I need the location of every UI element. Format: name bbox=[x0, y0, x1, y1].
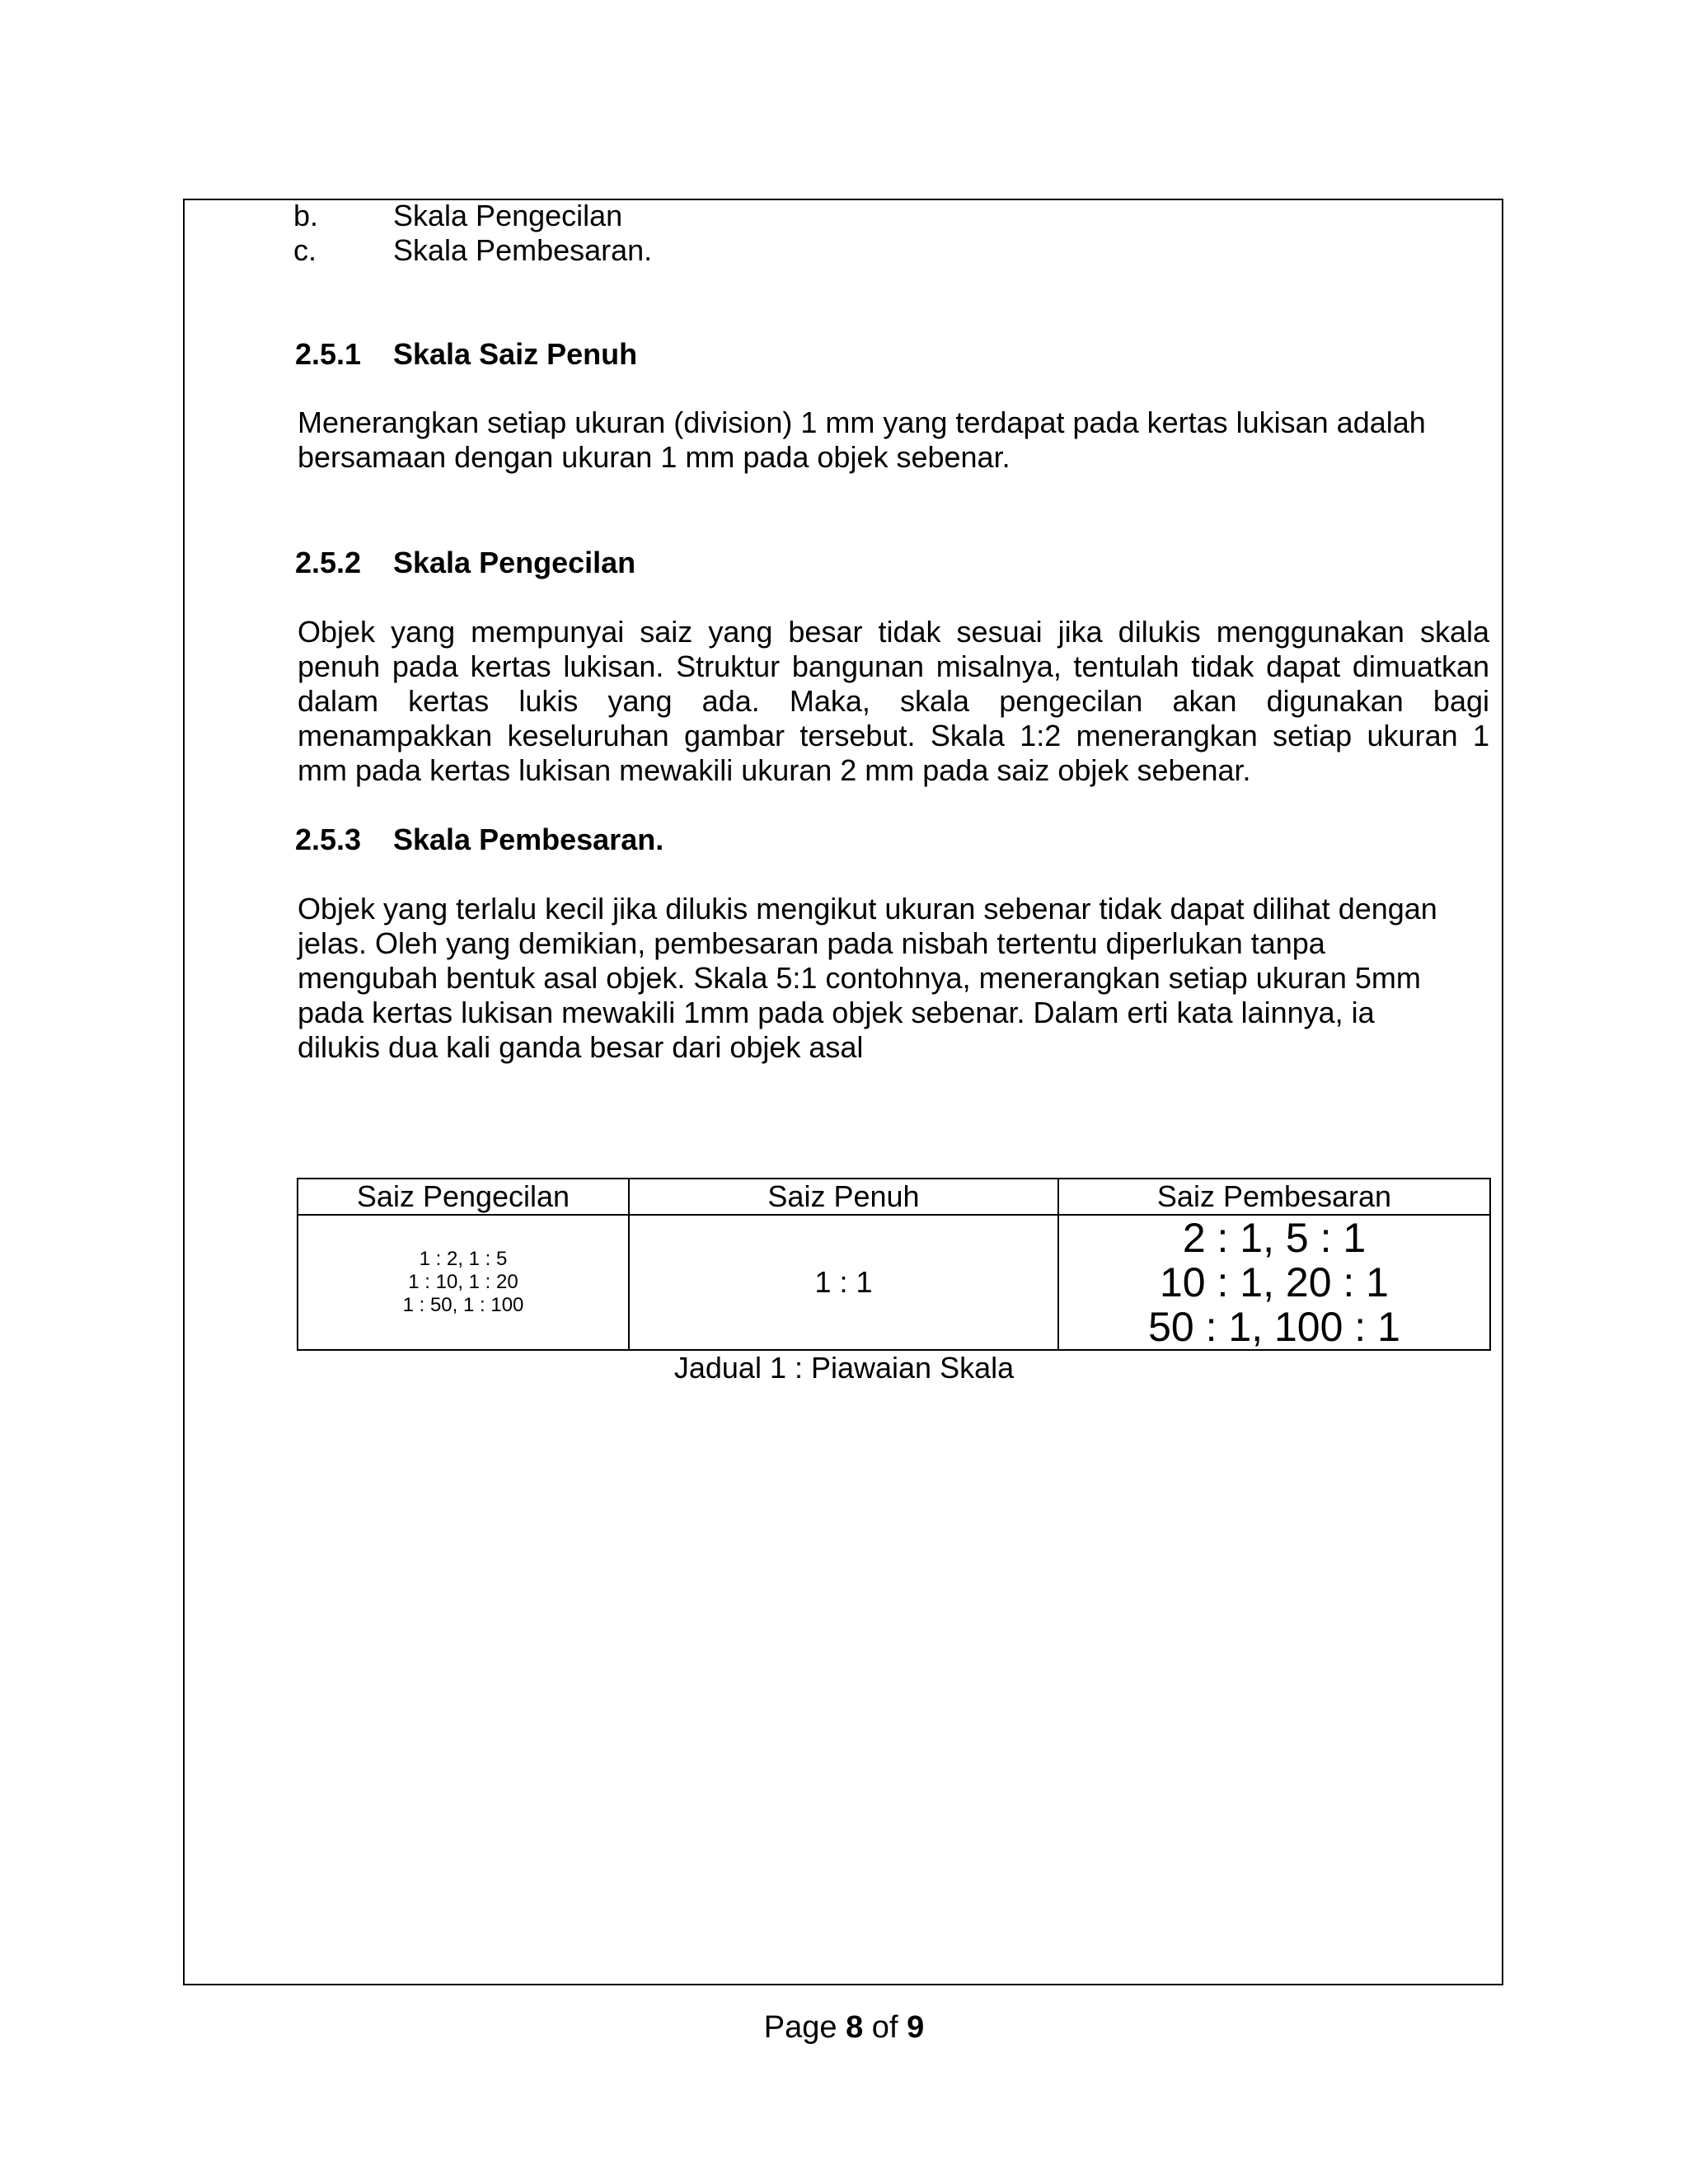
section-2-5-2-title: Skala Pengecilan bbox=[393, 546, 636, 579]
footer-middle: of bbox=[863, 2010, 907, 2045]
scale-standards-table bbox=[297, 1178, 1491, 1351]
table-row bbox=[298, 1215, 1490, 1350]
page-number-footer bbox=[0, 2009, 1688, 2046]
body-line: mm pada kertas lukisan mewakili ukuran 2 mm pada saiz objek sebenar. bbox=[298, 753, 1251, 787]
section-2-5-3-body bbox=[298, 892, 1489, 1065]
ratio-line: 50 : 1, 100 : 1 bbox=[1148, 1304, 1400, 1350]
footer-prefix: Page bbox=[763, 2010, 846, 2045]
section-2-5-2-body bbox=[298, 615, 1489, 788]
body-line: menampakkan keseluruhan gambar tersebut. Skala 1:2 menerangkan setiap ukuran 1 bbox=[298, 719, 1489, 752]
footer-current-page: 8 bbox=[846, 2010, 864, 2045]
footer-total-pages: 9 bbox=[907, 2010, 925, 2045]
list-marker-c: c. bbox=[293, 233, 317, 267]
section-2-5-3-number: 2.5.3 bbox=[295, 823, 362, 856]
body-line: Menerangkan setiap ukuran (division) 1 mm yang terdapat pada kertas lukisan adalah bbox=[298, 405, 1426, 439]
header-saiz-pengecilan: Saiz Pengecilan bbox=[298, 1179, 629, 1215]
body-line: pada kertas lukisan mewakili 1mm pada objek sebenar. Dalam erti kata lainnya, ia bbox=[298, 996, 1375, 1029]
section-2-5-1-body bbox=[298, 405, 1489, 475]
header-saiz-pembesaran: Saiz Pembesaran bbox=[1058, 1179, 1490, 1215]
body-line: bersamaan dengan ukuran 1 mm pada objek sebenar. bbox=[298, 440, 1010, 474]
section-2-5-1-title: Skala Saiz Penuh bbox=[393, 337, 638, 371]
body-line: dilukis dua kali ganda besar dari objek asal bbox=[298, 1030, 864, 1064]
list-item-skala-pengecilan: Skala Pengecilan bbox=[393, 199, 623, 232]
table-caption: Jadual 1 : Piawaian Skala bbox=[673, 1351, 1015, 1385]
ratio-line: 1 : 10, 1 : 20 bbox=[408, 1271, 518, 1293]
body-line: Objek yang terlalu kecil jika dilukis mengikut ukuran sebenar tidak dapat dilihat dengan bbox=[298, 892, 1437, 926]
enlargement-ratios-cell bbox=[1058, 1215, 1490, 1350]
reduction-ratios-cell bbox=[298, 1215, 629, 1350]
ratio-line: 10 : 1, 20 : 1 bbox=[1160, 1259, 1389, 1305]
section-2-5-2-number: 2.5.2 bbox=[295, 546, 362, 579]
table-header-row bbox=[298, 1179, 1490, 1215]
body-line: Objek yang mempunyai saiz yang besar tidak sesuai jika dilukis menggunakan skala bbox=[298, 615, 1489, 649]
list-marker-b: b. bbox=[293, 199, 319, 232]
ratio-line: 1 : 2, 1 : 5 bbox=[419, 1248, 508, 1270]
body-line: mengubah bentuk asal objek. Skala 5:1 contohnya, menerangkan setiap ukuran 5mm bbox=[298, 961, 1421, 995]
section-2-5-1-number: 2.5.1 bbox=[295, 337, 362, 371]
header-saiz-penuh: Saiz Penuh bbox=[629, 1179, 1058, 1215]
ratio-line: 2 : 1, 5 : 1 bbox=[1182, 1215, 1367, 1261]
ratio-line: 1 : 50, 1 : 100 bbox=[402, 1294, 524, 1316]
list-item-skala-pembesaran: Skala Pembesaran. bbox=[393, 233, 653, 267]
full-size-ratio-cell: 1 : 1 bbox=[629, 1215, 1058, 1350]
section-2-5-3-title: Skala Pembesaran. bbox=[393, 823, 664, 856]
body-line: penuh pada kertas lukisan. Struktur bangunan misalnya, tentulah tidak dapat dimuatkan bbox=[298, 649, 1489, 683]
body-line: dalam kertas lukis yang ada. Maka, skala pengecilan akan digunakan bagi bbox=[298, 684, 1489, 718]
body-line: jelas. Oleh yang demikian, pembesaran pada nisbah tertentu diperlukan tanpa bbox=[298, 926, 1325, 960]
